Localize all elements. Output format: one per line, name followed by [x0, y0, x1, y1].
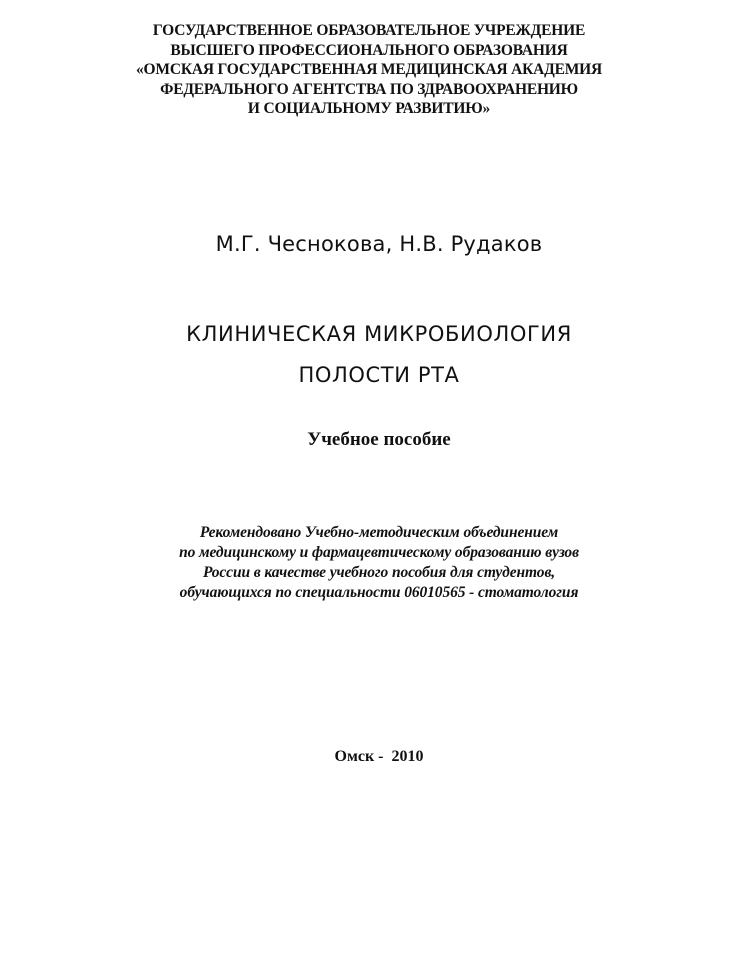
recommendation-line-3: России в качестве учебного пособия для студентов,: [202, 564, 556, 581]
book-type: Учебное пособие: [307, 429, 451, 450]
imprint-city-year: Омск - 2010: [334, 748, 424, 765]
institution-line-3: «ОМСКАЯ ГОСУДАРСТВЕННАЯ МЕДИЦИНСКАЯ АКАДЕМИЯ: [135, 61, 602, 78]
book-title-line-1: КЛИНИЧЕСКАЯ МИКРОБИОЛОГИЯ: [186, 322, 572, 346]
book-title-line-2: ПОЛОСТИ РТА: [298, 363, 460, 387]
institution-line-1: ГОСУДАРСТВЕННОЕ ОБРАЗОВАТЕЛЬНОЕ УЧРЕЖДЕНИЕ: [152, 22, 586, 39]
institution-line-2: ВЫСШЕГО ПРОФЕССИОНАЛЬНОГО ОБРАЗОВАНИЯ: [170, 41, 568, 59]
book-title: [0, 314, 738, 396]
authors: М.Г. Чеснокова, Н.В. Рудаков: [215, 232, 543, 256]
institution-header: [0, 21, 738, 119]
institution-line-5: И СОЦИАЛЬНОМУ РАЗВИТИЮ»: [247, 100, 491, 117]
recommendation-line-2: по медицинскому и фармацевтическому образованию вузов: [179, 544, 579, 561]
institution-line-4: ФЕДЕРАЛЬНОГО АГЕНТСТВА ПО ЗДРАВООХРАНЕНИЮ: [160, 80, 578, 98]
recommendation-note: [0, 523, 738, 603]
recommendation-line-4: обучающихся по специальности 06010565 - стоматология: [179, 584, 579, 601]
recommendation-line-1: Рекомендовано Учебно-методическим объединением: [199, 524, 559, 541]
